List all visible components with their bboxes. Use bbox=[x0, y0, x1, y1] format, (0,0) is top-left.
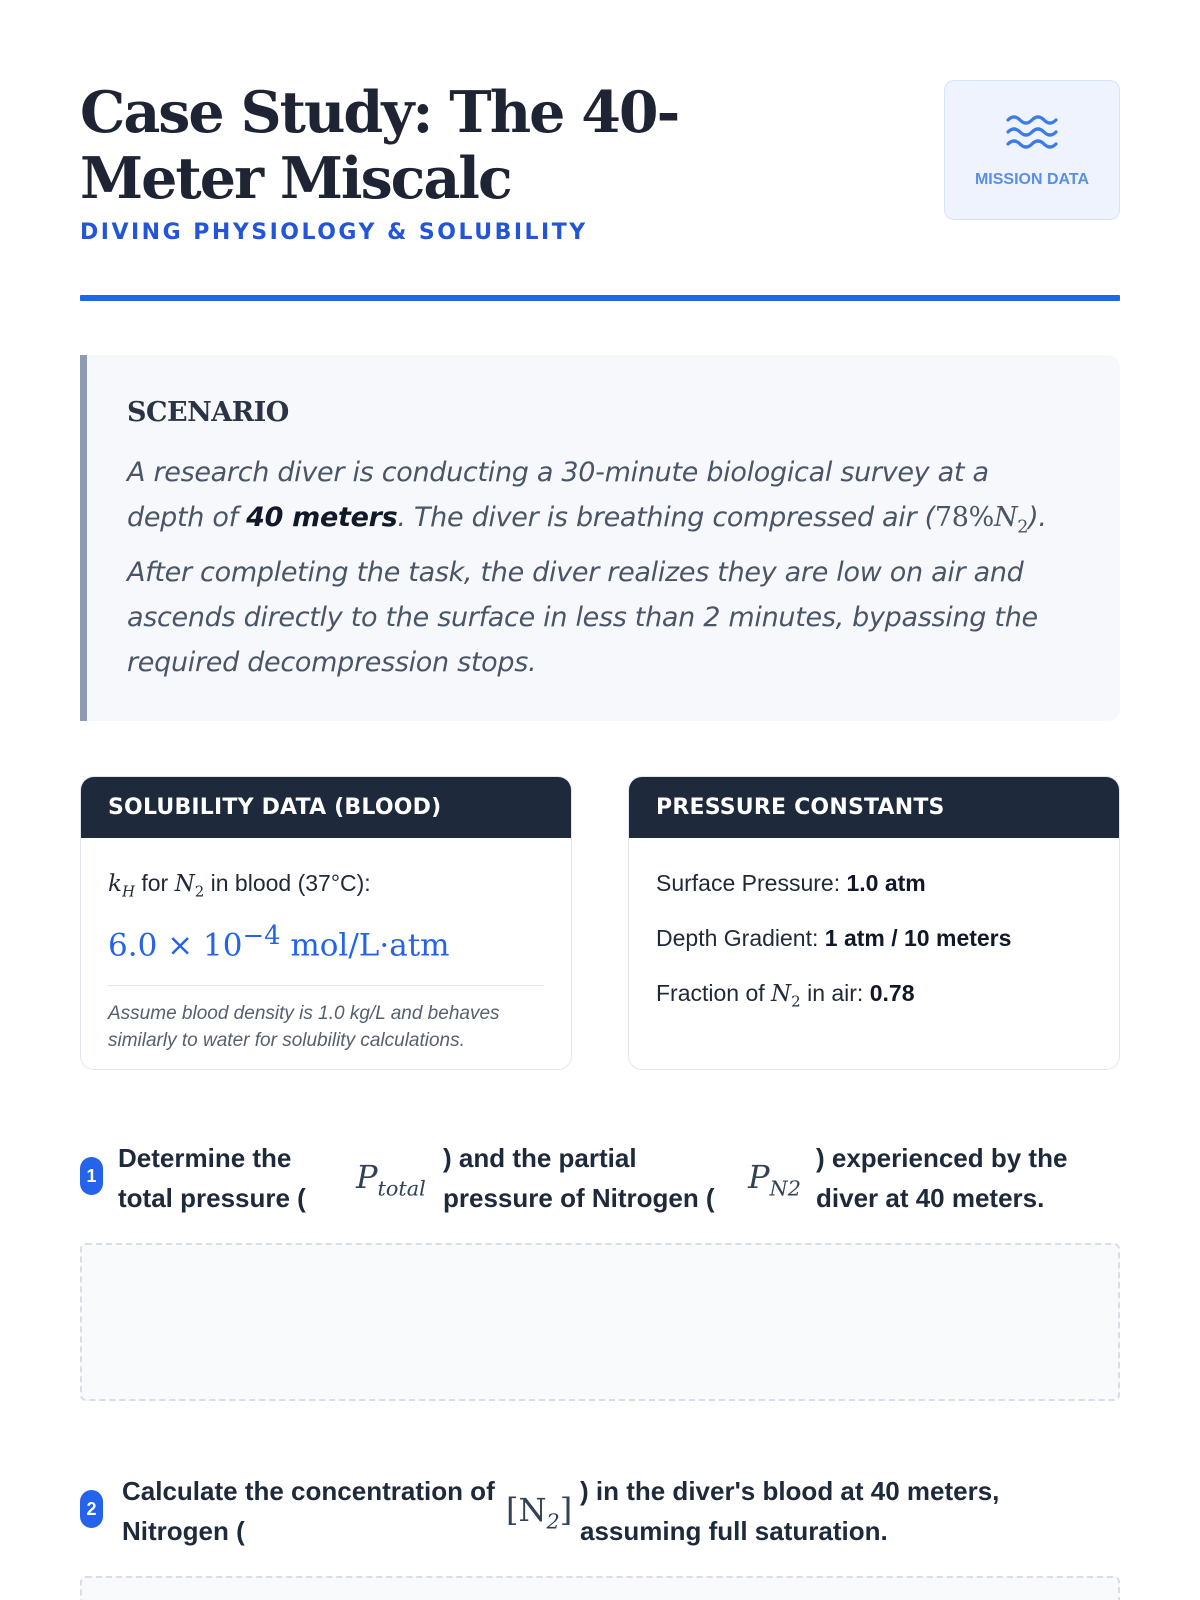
gas-subscript: 2 bbox=[1017, 517, 1029, 538]
scenario-text-part: . The diver is breathing compressed air ( bbox=[397, 502, 935, 533]
surface-pressure-label: Surface Pressure: bbox=[656, 870, 841, 896]
question-2-text-part-a: Calculate the concentration of Nitrogen ( bbox=[122, 1476, 495, 1546]
question-number-badge: 2 bbox=[80, 1490, 103, 1528]
header bbox=[80, 80, 1120, 300]
math-symbol: P bbox=[356, 1158, 378, 1196]
question-1-text-part-b: ) and the partial pressure of Nitrogen ( bbox=[443, 1143, 715, 1213]
solubility-card-heading: SOLUBILITY DATA (BLOOD) bbox=[81, 777, 571, 838]
waves-icon bbox=[1006, 112, 1058, 157]
gas-subscript: 2 bbox=[791, 992, 801, 1011]
scenario-box bbox=[80, 355, 1120, 721]
math-subscript: 2 bbox=[546, 1509, 560, 1534]
pressure-card-heading: PRESSURE CONSTANTS bbox=[629, 777, 1119, 838]
k-subscript: H bbox=[121, 882, 135, 901]
mission-data-label: MISSION DATA bbox=[974, 170, 1090, 188]
question-2-text-part-b: ) in the diver's blood at 40 meters, assuming full saturation. bbox=[580, 1476, 1000, 1546]
math-subscript: total bbox=[377, 1176, 426, 1201]
page-title: Case Study: The 40-Meter Miscalc bbox=[80, 79, 679, 212]
surface-pressure-row bbox=[656, 870, 1092, 897]
pressure-constants-card bbox=[628, 776, 1120, 1070]
value-unit: mol/L·atm bbox=[290, 926, 450, 963]
value-exponent: −4 bbox=[242, 920, 281, 951]
scenario-depth: 40 meters bbox=[246, 502, 398, 533]
nitrogen-fraction-value: 0.78 bbox=[869, 980, 915, 1006]
fraction-label: Fraction of bbox=[656, 980, 765, 1006]
question-2 bbox=[80, 1469, 1120, 1553]
solubility-data-card bbox=[80, 776, 572, 1070]
nitrogen-concentration-symbol bbox=[506, 1491, 572, 1533]
surface-pressure-value: 1.0 atm bbox=[846, 870, 926, 896]
question-1 bbox=[80, 1136, 1120, 1220]
question-1-text-part-a: Determine the total pressure ( bbox=[118, 1143, 306, 1213]
henry-constant-label bbox=[108, 870, 544, 901]
gas-subscript: 2 bbox=[194, 882, 205, 901]
gas-symbol: N bbox=[174, 871, 195, 897]
question-1-text-part-c: ) experienced by the diver at 40 meters. bbox=[816, 1143, 1068, 1213]
air-composition-math bbox=[934, 502, 1029, 538]
nitrogen-partial-pressure-symbol bbox=[748, 1158, 801, 1200]
header-divider bbox=[80, 295, 1120, 301]
depth-gradient-row bbox=[656, 925, 1092, 952]
card-divider bbox=[108, 985, 544, 986]
total-pressure-symbol bbox=[356, 1158, 426, 1200]
math-symbol: [N bbox=[506, 1491, 547, 1529]
scenario-text-part: A research diver is conducting a 30-minute biological survey at a depth of bbox=[127, 457, 989, 533]
label-rest: in blood (37°C): bbox=[210, 870, 371, 896]
value-mantissa: 6.0 × 10 bbox=[108, 926, 243, 963]
answer-box-2[interactable] bbox=[80, 1576, 1120, 1600]
question-number-badge: 1 bbox=[80, 1157, 103, 1195]
math-subscript: N2 bbox=[769, 1176, 801, 1201]
page-subtitle: DIVING PHYSIOLOGY & SOLUBILITY bbox=[80, 220, 588, 245]
fraction-label-rest: in air: bbox=[807, 980, 864, 1006]
label-for: for bbox=[141, 870, 169, 896]
henry-constant-value bbox=[108, 921, 544, 963]
mission-data-badge bbox=[944, 80, 1120, 220]
math-bracket: ] bbox=[559, 1491, 573, 1529]
nitrogen-fraction-row bbox=[656, 980, 1092, 1011]
scenario-heading: SCENARIO bbox=[127, 397, 289, 428]
answer-box-1[interactable] bbox=[80, 1243, 1120, 1401]
scenario-text-part: ). After completing the task, the diver realizes they are low on air and ascends directly to the surface in less than 2 minutes, bypassing the required decompression stops. bbox=[127, 502, 1047, 679]
gas-symbol: N bbox=[771, 981, 792, 1007]
density-note: Assume blood density is 1.0 kg/L and behaves similarly to water for solubility calculations. bbox=[108, 1002, 500, 1051]
k-symbol: k bbox=[108, 871, 122, 897]
depth-gradient-label: Depth Gradient: bbox=[656, 925, 819, 951]
gas-symbol: N bbox=[993, 502, 1018, 533]
depth-gradient-value: 1 atm / 10 meters bbox=[824, 925, 1012, 951]
scenario-text bbox=[127, 450, 1074, 685]
math-symbol: P bbox=[748, 1158, 770, 1196]
air-percent: 78% bbox=[934, 502, 994, 533]
